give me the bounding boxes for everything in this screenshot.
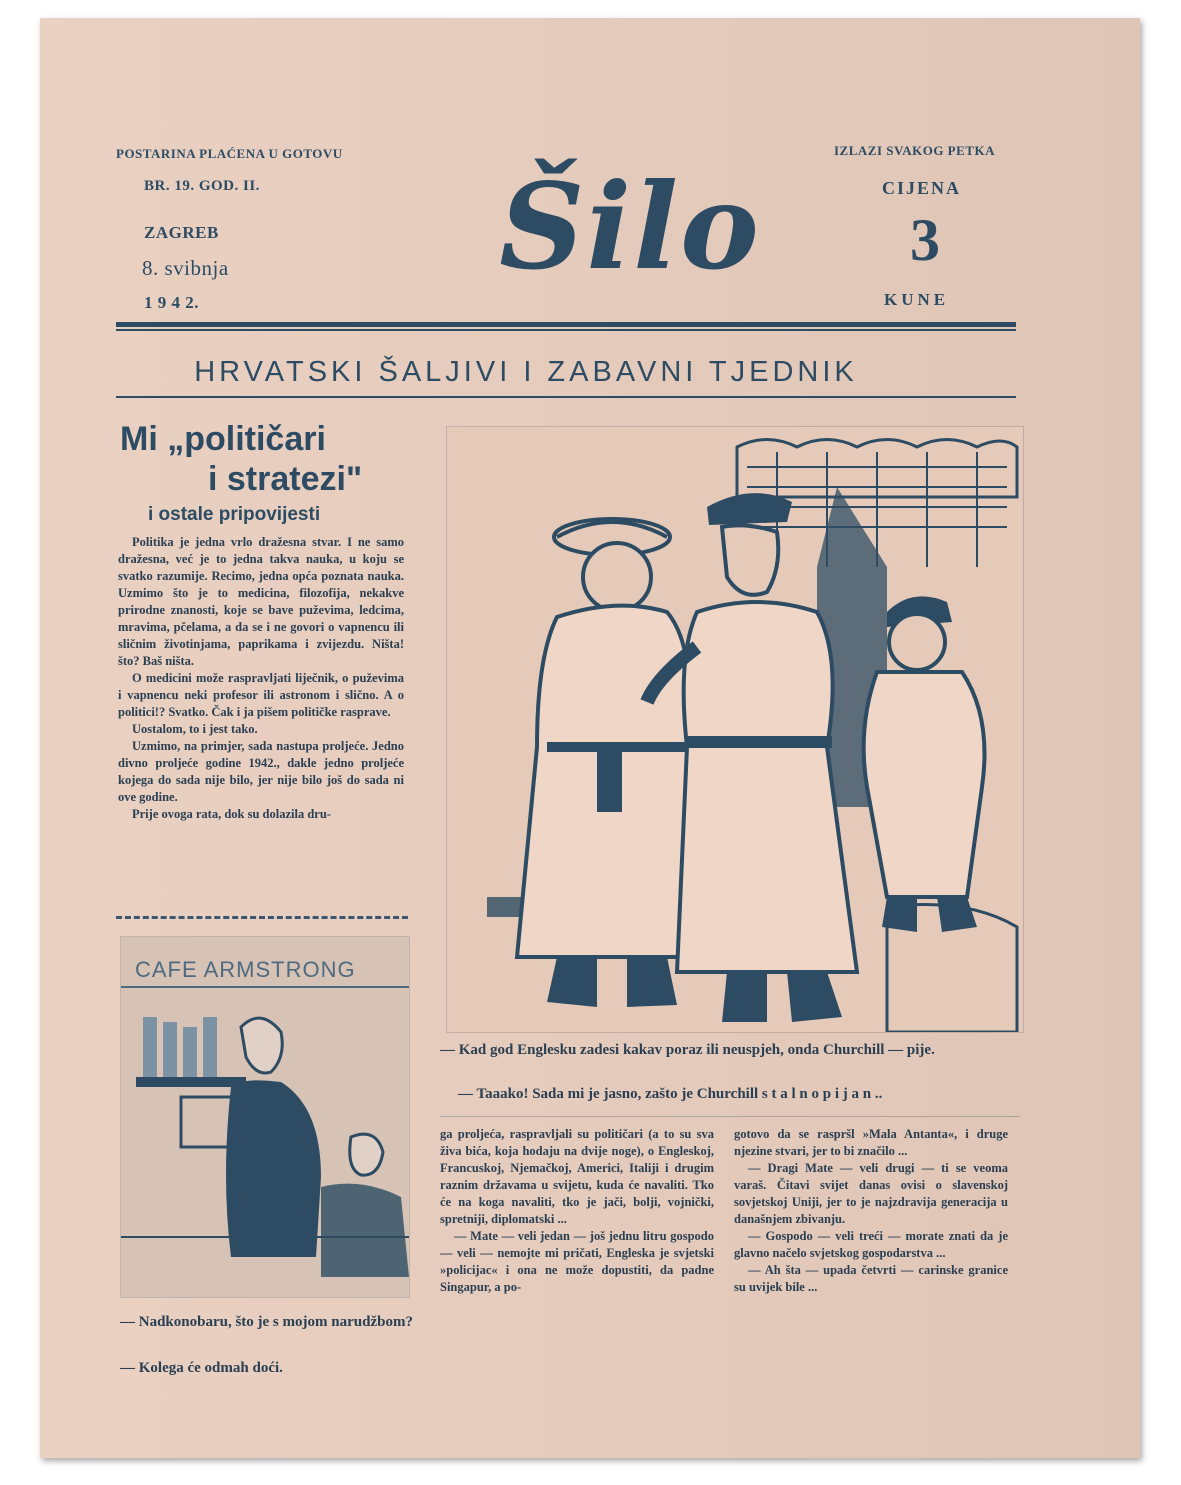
newspaper-page xyxy=(40,18,1140,1458)
postage-note: POSTARINA PLAĆENA U GOTOVU xyxy=(116,146,343,161)
price-value: 3 xyxy=(910,207,941,273)
article-subtitle: i ostale pripovijesti xyxy=(148,504,321,525)
article-paragraph: Uzmimo, na primjer, sada nastupa proljeće. Jedno divno proljeće godine 1942., dakle jedno proljeće kojega do sada nije bilo, jer nije bilo još do sada ni ove godine. xyxy=(118,739,404,804)
article-paragraph: ga proljeća, raspravljali su političari (a to su sva živa bića, koja hodaju na dvije noge), o Engleskoj, Francuskoj, Njemačkoj, Americi, Italiji i drugim raznim državama u svijetu, kuda će navaliti. Tko će na koga navaliti, tko je jači, bolji, vojnički, spretniji, diplomatski ... xyxy=(440,1127,714,1226)
article-paragraph: Uostalom, to i jest tako. xyxy=(132,722,258,736)
article-paragraph: O medicini može raspravljati liječnik, o puževima i vapnencu neki profesor ili astronom i slično. A o politici!? Svatko. Čak i ja pišem političke rasprave. xyxy=(118,671,404,719)
small-cartoon-caption-2: — Kolega će odmah doći. xyxy=(120,1360,283,1376)
article-paragraph: gotovo da se raspršl »Mala Antanta«, i druge njezine stvari, jer to bi značilo ... xyxy=(734,1127,1008,1158)
header-rule-top-thin xyxy=(116,329,1016,331)
article-paragraph: — Dragi Mate — veli drugi — ti se veoma varaš. Čitavi svijet danas ovisi o slavenskoj sovjetskoj Uniji, jer to je najzdravija generacija u današnjem zbivanju. xyxy=(734,1161,1008,1226)
issue-number: BR. 19. GOD. II. xyxy=(144,178,260,194)
article-paragraph: Prije ovoga rata, dok su dolazila dru- xyxy=(132,807,331,821)
article-title-line1: Mi „političari xyxy=(120,420,326,458)
article-paragraph: — Gospodo — veli treći — morate znati da je glavno načelo svjetskog gospodarstva ... xyxy=(734,1229,1008,1260)
article-paragraph: — Ah šta — upada četvrti — carinske granice su uvijek bile ... xyxy=(734,1263,1008,1294)
price-currency: KUNE xyxy=(884,290,950,309)
small-cartoon-illustration xyxy=(120,936,410,1298)
main-cartoon-illustration xyxy=(446,426,1024,1033)
small-cartoon-caption-1: — Nadkonobaru, što je s mojom narudžbom? xyxy=(120,1314,413,1330)
masthead-logo: Šilo xyxy=(499,157,761,296)
article-column-1 xyxy=(118,534,404,823)
main-cartoon-caption-2: — Taaako! Sada mi je jasno, zašto je Churchill s t a l n o p i j a n .. xyxy=(458,1086,883,1102)
header-rule-top xyxy=(116,322,1016,327)
article-paragraph: — Mate — veli jedan — još jednu litru gospodo — veli — nemojte mi pričati, Engleska je svjetski »policijac« i ona ne može dopustiti, da padne Singapur, a po- xyxy=(440,1229,714,1294)
frequency-note: IZLAZI SVAKOG PETKA xyxy=(834,143,995,158)
article-column-3 xyxy=(734,1126,1008,1296)
cafe-sign: CAFE ARMSTRONG xyxy=(135,957,356,982)
article-column-2 xyxy=(440,1126,714,1296)
masthead-subtitle: HRVATSKI ŠALJIVI I ZABAVNI TJEDNIK xyxy=(194,356,858,388)
main-cartoon-caption-1: — Kad god Englesku zadesi kakav poraz ili neuspjeh, onda Churchill — pije. xyxy=(440,1042,935,1058)
article-title-line2: i stratezi" xyxy=(208,460,363,498)
price-label: CIJENA xyxy=(882,178,962,198)
city: ZAGREB xyxy=(144,223,219,242)
header-rule-bottom xyxy=(116,396,1016,398)
issue-date: 8. svibnja xyxy=(142,256,229,280)
issue-year: 1 9 4 2. xyxy=(144,293,199,312)
column-divider xyxy=(116,916,408,919)
article-paragraph: Politika je jedna vrlo dražesna stvar. I ne samo dražesna, već je to jedna takva nauka, u koju se svatko razumije. Recimo, jedna opća poznata nauka. Uzmimo što je to medicina, filozofija, nekakve prirodne znanosti, koje se bave puževima, ledcima, mravima, pčelama, a da se i ne govori o vapnencu ili sličnim životinjama, paprikama i zvijezdu. Ništa! što? Baš ništa. xyxy=(118,535,404,668)
caption-rule xyxy=(440,1116,1020,1117)
